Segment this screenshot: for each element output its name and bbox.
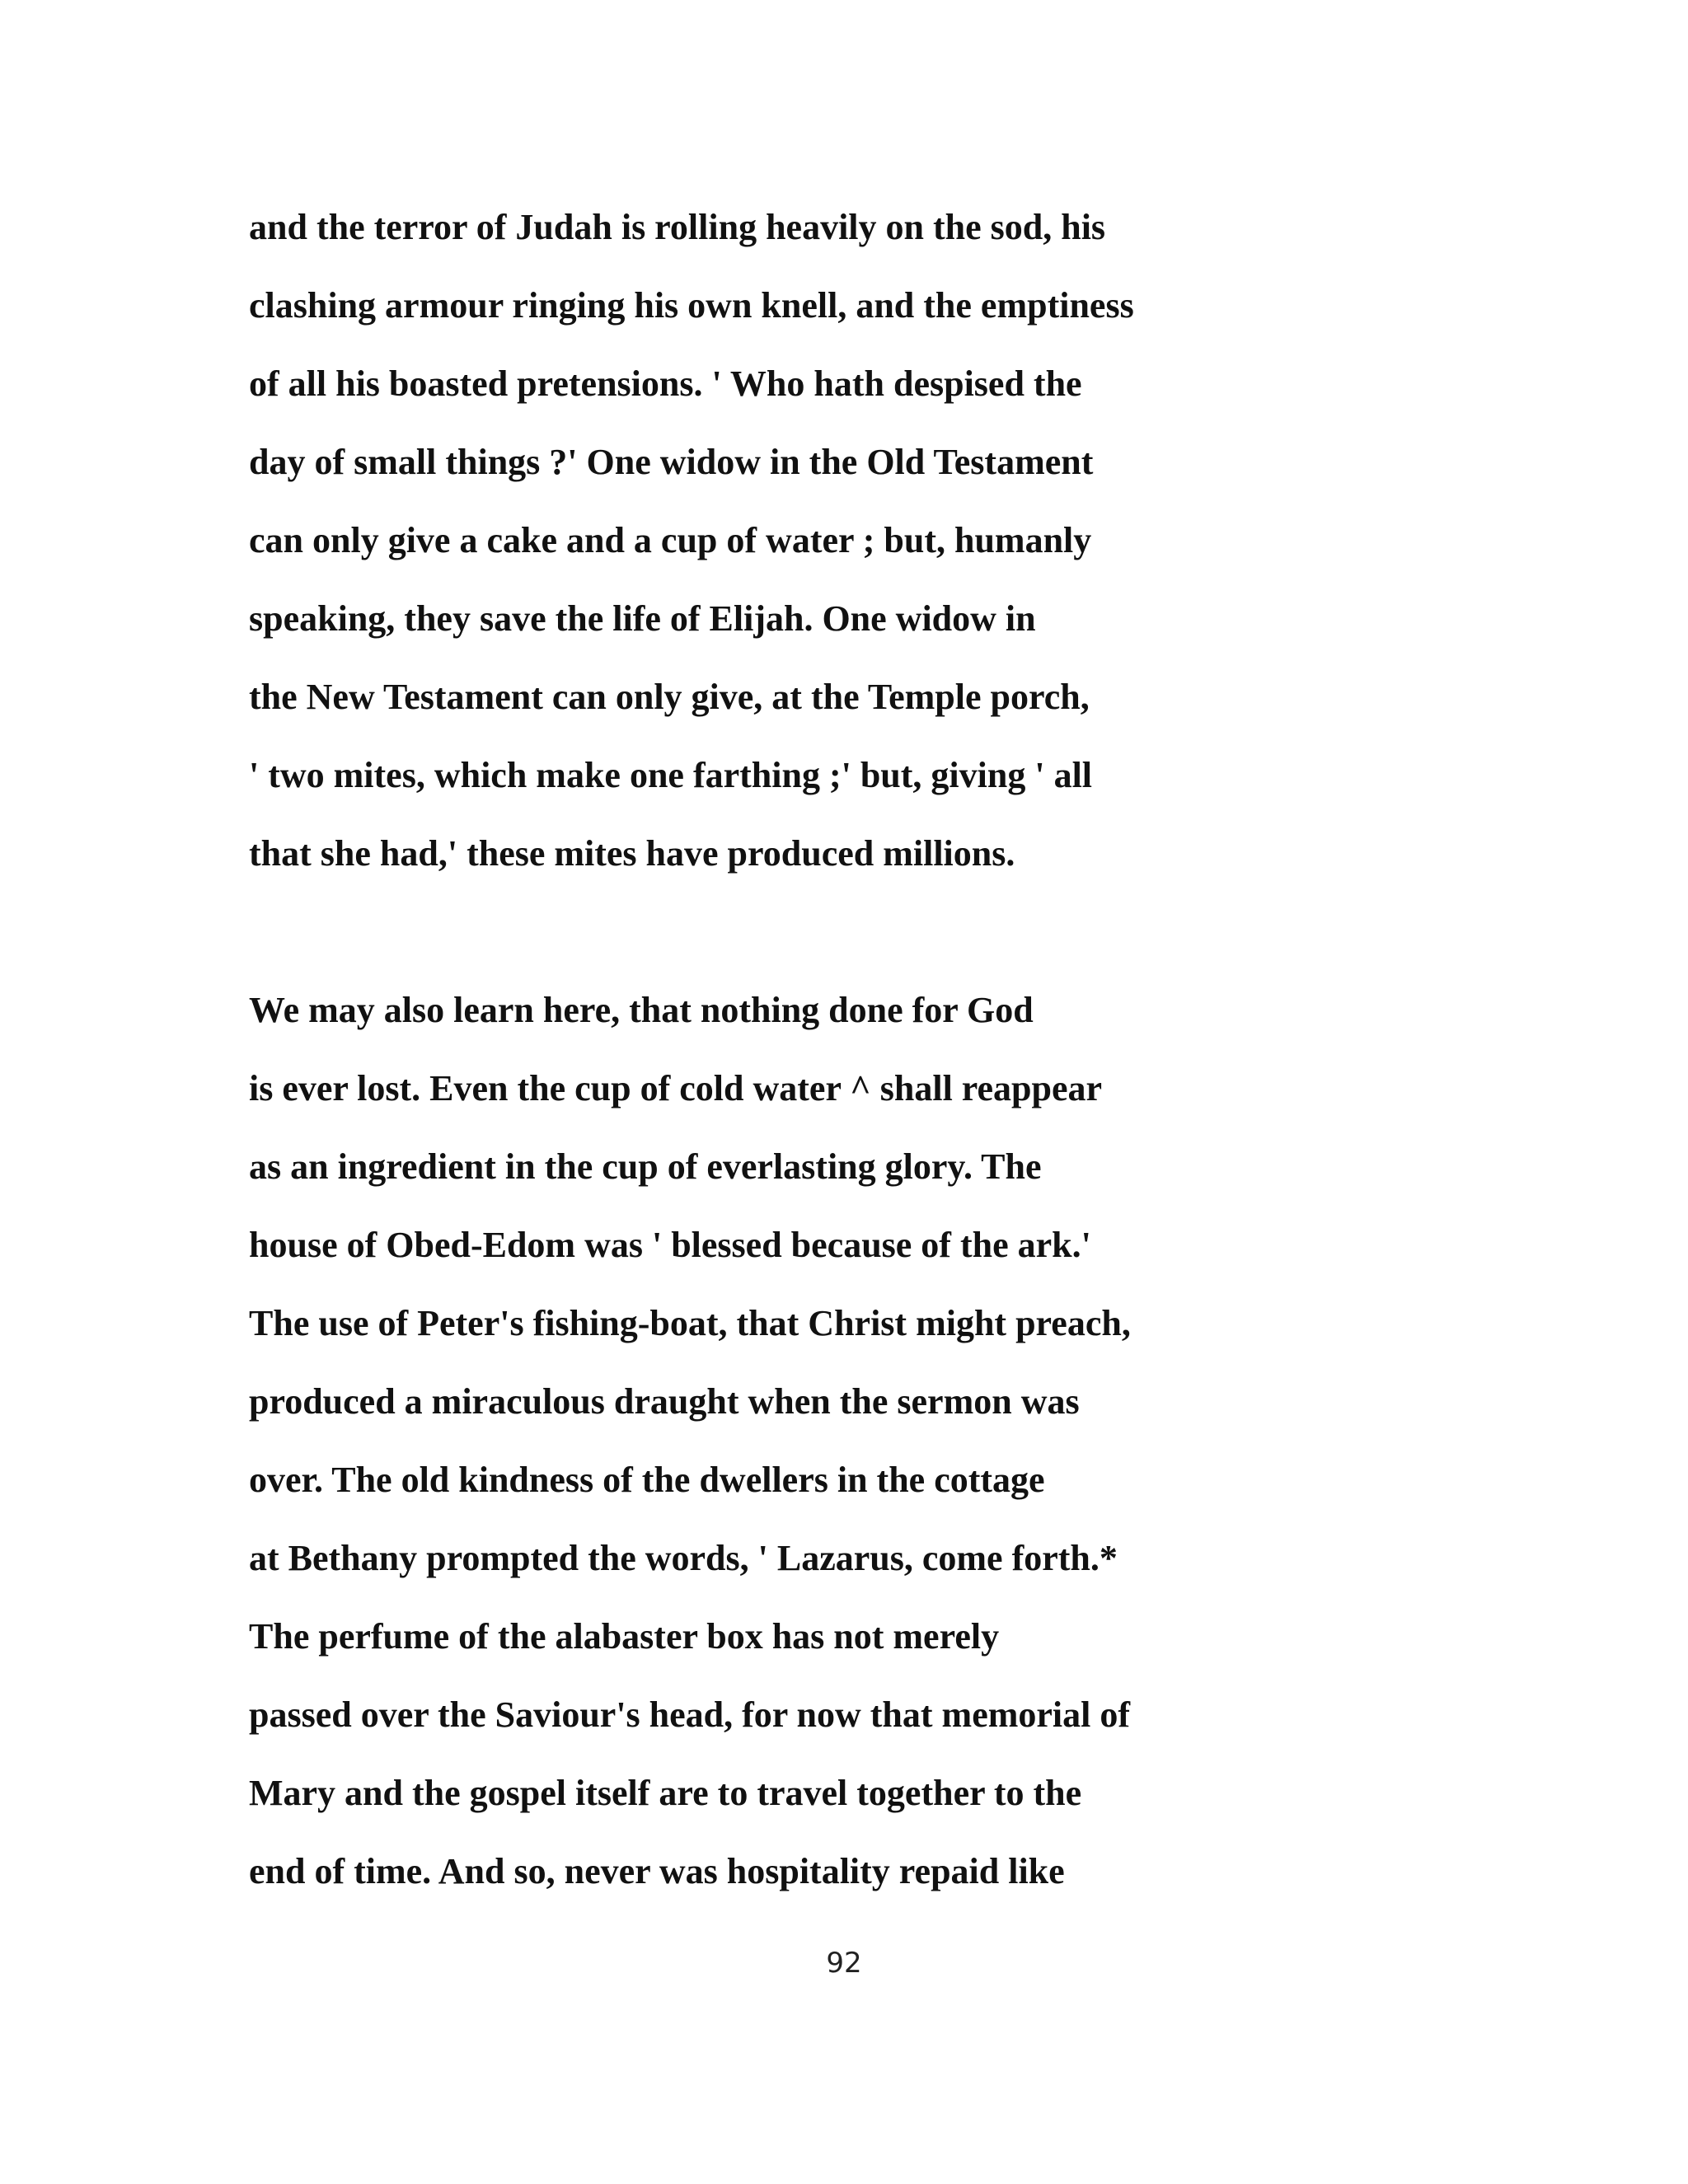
- text-line: clashing armour ringing his own knell, and the emptiness: [249, 285, 1134, 326]
- text-line: over. The old kindness of the dwellers in the cottage: [249, 1460, 1045, 1500]
- text-line: the New Testament can only give, at the Temple porch,: [249, 677, 1090, 717]
- text-line: can only give a cake and a cup of water ; but, humanly: [249, 520, 1092, 560]
- text-line: is ever lost. Even the cup of cold water ^ shall reappear: [249, 1068, 1103, 1108]
- text-line: as an ingredient in the cup of everlasting glory. The: [249, 1146, 1042, 1187]
- text-line: We may also learn here, that nothing done for God: [249, 990, 1034, 1030]
- text-line: end of time. And so, never was hospitality repaid like: [249, 1851, 1065, 1891]
- text-line: The perfume of the alabaster box has not merely: [249, 1616, 1000, 1657]
- text-line: speaking, they save the life of Elijah. One widow in: [249, 598, 1036, 639]
- text-line: day of small things ?' One widow in the Old Testament: [249, 442, 1094, 482]
- text-line: that she had,' these mites have produced millions.: [249, 833, 1015, 874]
- text-line: passed over the Saviour's head, for now that memorial of: [249, 1694, 1131, 1735]
- text-line: of all his boasted pretensions. ' Who hath despised the: [249, 363, 1082, 404]
- text-line: ' two mites, which make one farthing ;' but, giving ' all: [249, 755, 1093, 795]
- text-line: produced a miraculous draught when the sermon was: [249, 1381, 1080, 1422]
- page-number: 92: [826, 1947, 862, 1980]
- text-line: at Bethany prompted the words, ' Lazarus, come forth.*: [249, 1538, 1118, 1578]
- text-line: house of Obed-Edom was ' blessed because of the ark.': [249, 1225, 1091, 1265]
- text-line: Mary and the gospel itself are to travel together to the: [249, 1773, 1082, 1813]
- text-line: and the terror of Judah is rolling heavily on the sod, his: [249, 207, 1106, 247]
- text-line: The use of Peter's fishing-boat, that Christ might preach,: [249, 1303, 1131, 1343]
- paragraph-1: [249, 188, 1535, 893]
- paragraph-2: [249, 971, 1535, 1910]
